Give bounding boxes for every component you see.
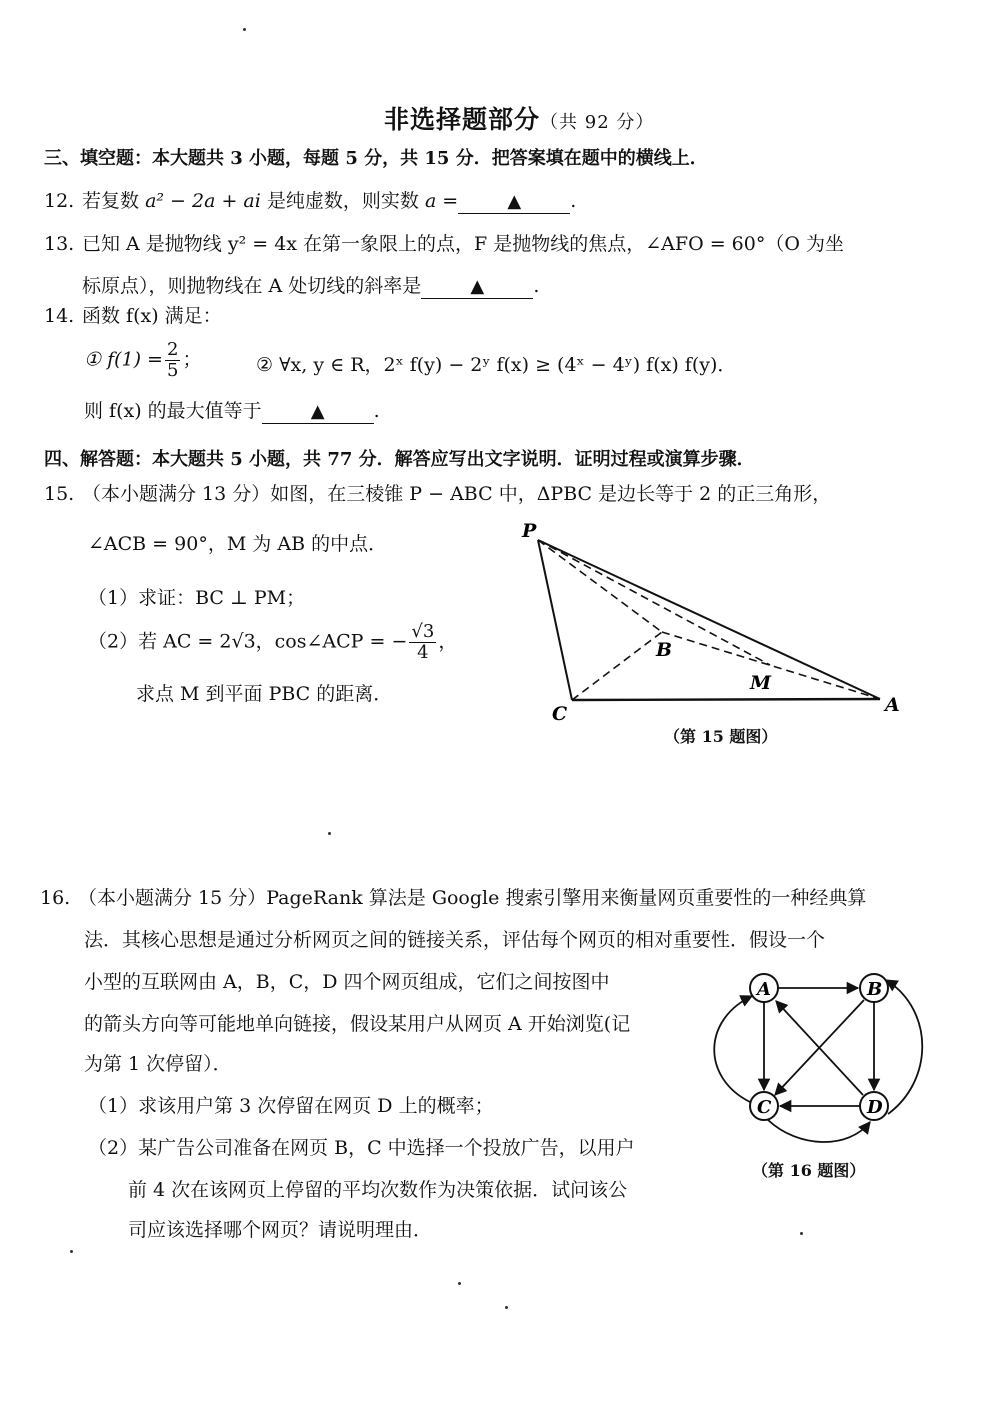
q12-text-b: 是纯虚数，则实数	[266, 190, 419, 212]
edge-C-to-D-curved	[768, 1120, 870, 1142]
question-number: 16.	[40, 887, 71, 909]
edge-C-to-A-curved	[714, 996, 752, 1102]
scan-speck	[505, 1306, 508, 1309]
edge-PB	[538, 540, 662, 632]
scan-speck	[458, 1282, 461, 1285]
answer-blank: ▲	[421, 276, 533, 299]
answer-blank: ▲	[262, 401, 374, 424]
fraction	[165, 340, 180, 381]
q16-part-2-cont-1: 前 4 次在该网页上停留的平均次数作为决策依据．试问该公	[128, 1179, 628, 1201]
figure-16-caption: （第 16 题图）	[752, 1161, 866, 1180]
pyramid-figure	[510, 515, 910, 725]
solution-section-heading: 四、解答题：本大题共 5 小题，共 77 分．解答应写出文字说明．证明过程或演算步骤．	[44, 449, 755, 470]
q14-end: .	[373, 400, 380, 422]
q16-line-4: 的箭头方向等可能地单向链接，假设某用户从网页 A 开始浏览(记	[84, 1013, 631, 1035]
question-13	[44, 230, 844, 258]
denominator: 4	[417, 642, 429, 663]
question-number: 14.	[44, 305, 75, 327]
q15-part2-prefix: （2）若 AC = 2√3，cos∠ACP = −	[88, 630, 408, 653]
q14-cond1-prefix: ① f(1) =	[84, 348, 163, 371]
scan-speck	[328, 832, 331, 835]
q14-cond1-suffix: ；	[182, 348, 202, 371]
node-label-D: D	[867, 1097, 883, 1118]
q15-part-2-cont: 求点 M 到平面 PBC 的距离．	[136, 683, 393, 705]
numerator: 2	[166, 339, 179, 360]
q14-condition-1	[84, 340, 201, 381]
vertex-label-C: C	[552, 703, 568, 725]
question-16	[40, 884, 866, 912]
q12-end: .	[570, 190, 577, 212]
question-number: 12.	[44, 190, 75, 212]
question-number: 13.	[44, 233, 75, 255]
q16-part-2: （2）某广告公司准备在网页 B，C 中选择一个投放广告，以用户	[88, 1137, 635, 1159]
q13-line-1: 已知 A 是抛物线 y² = 4x 在第一象限上的点，F 是抛物线的焦点，∠AFO = 60°（O 为坐	[82, 233, 844, 255]
edge-PA	[538, 540, 880, 699]
q15-line-1: （本小题满分 13 分）如图，在三棱锥 P − ABC 中，ΔPBC 是边长等于 2 的正三角形，	[82, 483, 832, 505]
vertex-label-P: P	[522, 520, 537, 542]
q16-part-1: （1）求该用户第 3 次停留在网页 D 上的概率；	[88, 1095, 494, 1117]
title-note: （共 92 分）	[540, 112, 655, 133]
scan-speck	[70, 1250, 73, 1253]
q13-line-2: 标原点），则抛物线在 A 处切线的斜率是	[82, 275, 422, 297]
q16-line-5: 为第 1 次停留）．	[84, 1053, 232, 1075]
q16-line-1: （本小题满分 15 分）PageRank 算法是 Google 搜索引擎用来衡量网页重要性的一种经典算	[78, 887, 867, 909]
edge-D-to-B-curved	[886, 980, 922, 1114]
figure-15-caption: （第 15 题图）	[664, 727, 778, 746]
q15-part-1: （1）求证：BC ⊥ PM；	[88, 587, 306, 609]
q14-condition-2: ② ∀x, y ∈ R，2ˣ f(y) − 2ʸ f(x) ≥ (4ˣ − 4ʸ) f(x) f(y)．	[256, 354, 737, 376]
question-14	[44, 302, 222, 330]
fraction	[409, 622, 436, 663]
q13-end: .	[533, 275, 540, 297]
question-15	[44, 480, 831, 508]
q14-ask	[84, 397, 380, 425]
q12-expression: a² − 2a + ai	[145, 190, 261, 212]
vertex-label-B: B	[656, 639, 673, 661]
q14-intro: 函数 f(x) 满足：	[82, 305, 222, 327]
fill-in-section-heading: 三、填空题：本大题共 3 小题，每题 5 分，共 15 分．把答案填在题中的横线上．	[44, 148, 708, 169]
denominator: 5	[166, 360, 179, 381]
title-main: 非选择题部分	[384, 105, 541, 134]
q16-line-2: 法．其核心思想是通过分析网页之间的链接关系，评估每个网页的相对重要性．假设一个	[84, 929, 826, 951]
numerator: √3	[411, 621, 435, 642]
q15-line-2: ∠ACB = 90°，M 为 AB 的中点．	[88, 533, 388, 555]
link-graph-figure	[708, 960, 928, 1150]
section-title	[384, 100, 654, 136]
q14-ask-text: 则 f(x) 的最大值等于	[84, 400, 262, 422]
scan-speck	[800, 1232, 803, 1235]
edge-PC	[538, 540, 572, 700]
question-12	[44, 187, 576, 215]
vertex-label-M: M	[750, 672, 772, 694]
edge-CA	[572, 699, 880, 700]
q15-part2-suffix: ，	[438, 630, 458, 653]
q16-line-3: 小型的互联网由 A，B，C，D 四个网页组成，它们之间按图中	[84, 971, 610, 993]
q16-part-2-cont-2: 司应该选择哪个网页？请说明理由．	[128, 1219, 433, 1241]
node-label-B: B	[867, 979, 883, 1000]
node-label-A: A	[757, 979, 771, 1000]
vertex-label-A: A	[885, 694, 900, 716]
question-13-cont	[82, 272, 539, 300]
node-label-C: C	[757, 1097, 772, 1118]
edge-PM	[538, 540, 770, 665]
edge-CB	[572, 632, 662, 700]
scan-speck	[243, 28, 246, 31]
q15-part-2	[88, 622, 457, 663]
question-number: 15.	[44, 483, 75, 505]
q12-variable: a =	[424, 190, 459, 212]
q12-text-a: 若复数	[82, 190, 140, 212]
answer-blank: ▲	[458, 191, 570, 214]
